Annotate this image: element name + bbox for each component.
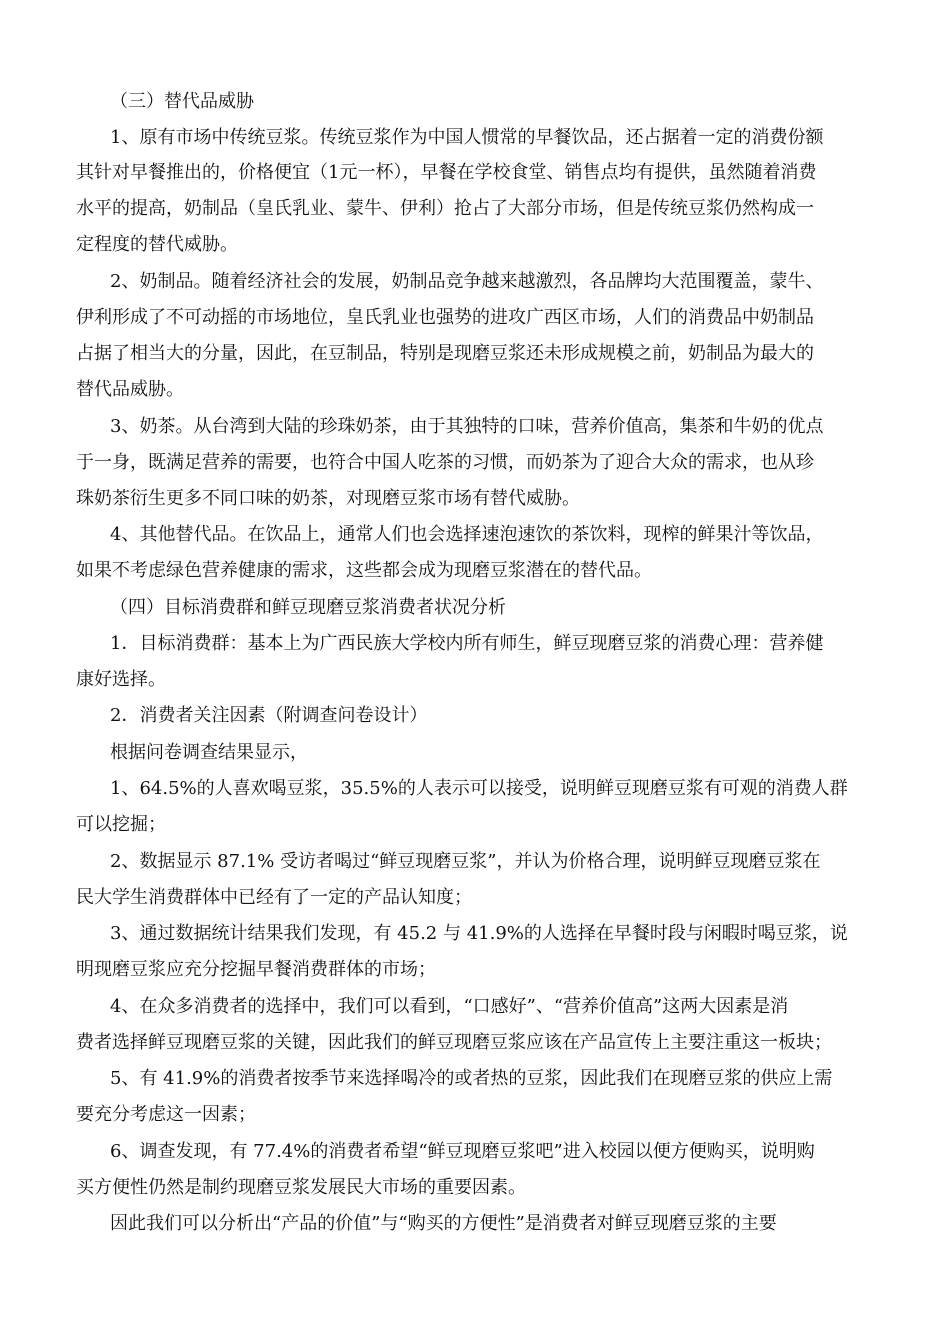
paragraph-line: 4、在众多消费者的选择中，我们可以看到，“口感好”、“营养价值高”这两大因素是消 [110, 996, 789, 1017]
paragraph-line: 水平的提高，奶制品（皇氏乳业、蒙牛、伊利）抢占了大部分市场，但是传统豆浆仍然构成一 [76, 198, 814, 219]
paragraph-line: 3、通过数据统计结果我们发现，有 45.2 与 41.9%的人选择在早餐时段与闲暇时喝豆浆，说 [110, 923, 848, 944]
section-heading: （三）替代品威胁 [110, 91, 254, 112]
paragraph-line: 定程度的替代威胁。 [76, 234, 238, 255]
section-heading: （四）目标消费群和鲜豆现磨豆浆消费者状况分析 [110, 597, 506, 618]
paragraph-line: 1．目标消费群：基本上为广西民族大学校内所有师生，鲜豆现磨豆浆的消费心理：营养健 [110, 633, 824, 654]
paragraph-line: 要充分考虑这一因素； [76, 1104, 256, 1125]
paragraph-line: 其针对早餐推出的，价格便宜（1元一杯），早餐在学校食堂、销售点均有提供，虽然随着消费 [76, 162, 817, 183]
paragraph-line: 康好选择。 [76, 669, 166, 690]
paragraph-line: 1、64.5%的人喜欢喝豆浆，35.5%的人表示可以接受，说明鲜豆现磨豆浆有可观的消费人群 [110, 778, 848, 799]
paragraph-line: 3、奶茶。从台湾到大陆的珍珠奶茶，由于其独特的口味，营养价值高，集茶和牛奶的优点 [110, 416, 824, 437]
paragraph-line: 替代品威胁。 [76, 379, 184, 400]
paragraph-line: 民大学生消费群体中已经有了一定的产品认知度； [76, 887, 472, 908]
paragraph-line: 6、调查发现，有 77.4%的消费者希望“鲜豆现磨豆浆吧”进入校园以便方便购买，说明购 [110, 1141, 815, 1162]
subheading: 2．消费者关注因素（附调查问卷设计） [110, 705, 428, 726]
paragraph-line: 根据问卷调查结果显示， [110, 742, 308, 763]
paragraph-line: 如果不考虑绿色营养健康的需求，这些都会成为现磨豆浆潜在的替代品。 [76, 560, 652, 581]
paragraph-line: 可以挖掘； [76, 814, 166, 835]
paragraph-line: 伊利形成了不可动摇的市场地位，皇氏乳业也强势的进攻广西区市场，人们的消费品中奶制品 [76, 307, 814, 328]
paragraph-line: 因此我们可以分析出“产品的价值”与“购买的方便性”是消费者对鲜豆现磨豆浆的主要 [110, 1213, 777, 1234]
paragraph-line: 5、有 41.9%的消费者按季节来选择喝冷的或者热的豆浆，因此我们在现磨豆浆的供应上需 [110, 1068, 833, 1089]
paragraph-line: 珠奶茶衍生更多不同口味的奶茶，对现磨豆浆市场有替代威胁。 [76, 488, 580, 509]
paragraph-line: 4、其他替代品。在饮品上，通常人们也会选择速泡速饮的茶饮料，现榨的鲜果汁等饮品， [110, 524, 824, 545]
paragraph-line: 1、原有市场中传统豆浆。传统豆浆作为中国人惯常的早餐饮品，还占据着一定的消费份额 [110, 127, 824, 148]
paragraph-line: 于一身，既满足营养的需要，也符合中国人吃茶的习惯，而奶茶为了迎合大众的需求，也从珍 [76, 452, 814, 473]
paragraph-line: 费者选择鲜豆现磨豆浆的关键，因此我们的鲜豆现磨豆浆应该在产品宣传上主要注重这一板块； [76, 1032, 832, 1053]
paragraph-line: 买方便性仍然是制约现磨豆浆发展民大市场的重要因素。 [76, 1177, 526, 1198]
paragraph-line: 2、奶制品。随着经济社会的发展，奶制品竞争越来越激烈，各品牌均大范围覆盖，蒙牛、 [110, 271, 824, 292]
paragraph-line: 占据了相当大的分量，因此，在豆制品，特别是现磨豆浆还未形成规模之前，奶制品为最大的 [76, 343, 814, 364]
paragraph-line: 明现磨豆浆应充分挖掘早餐消费群体的市场； [76, 959, 436, 980]
paragraph-line: 2、数据显示 87.1% 受访者喝过“鲜豆现磨豆浆”，并认为价格合理，说明鲜豆现磨豆浆在 [110, 851, 821, 872]
